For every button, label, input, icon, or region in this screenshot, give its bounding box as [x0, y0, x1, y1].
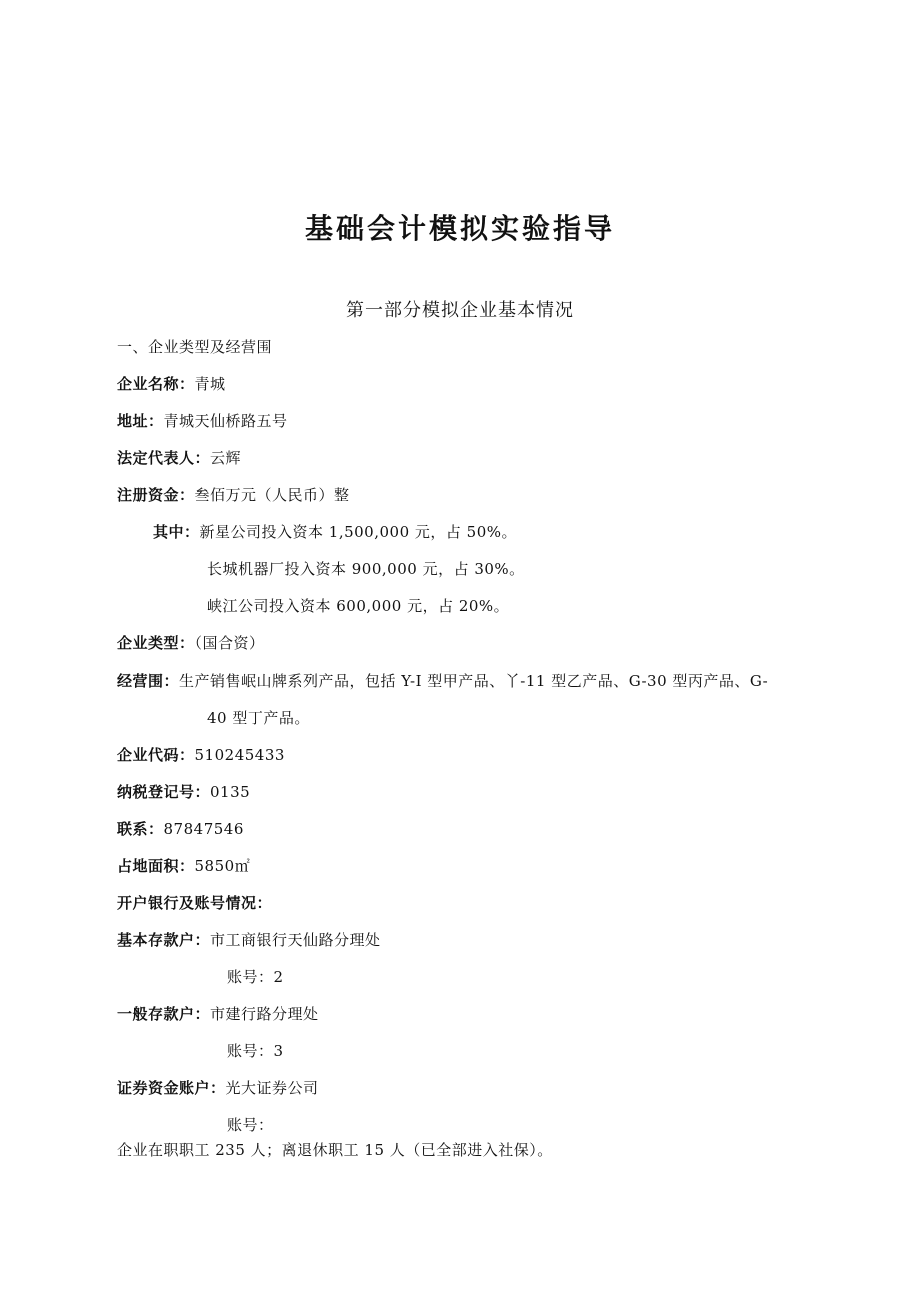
legal-rep-label: 法定代表人：: [117, 449, 211, 467]
code-label: 企业代码：: [117, 746, 195, 764]
contact-value: 87847546: [163, 820, 244, 838]
type-row: [117, 632, 265, 653]
document-title: 基础会计模拟实验指导: [304, 212, 615, 245]
tax-value: 0135: [210, 783, 251, 801]
general-account-number: 账号：3: [227, 1042, 284, 1060]
address-value: 青城天仙桥路五号: [163, 412, 288, 430]
tax-label: 纳税登记号：: [117, 783, 211, 801]
company-name-row: [117, 373, 226, 394]
legal-rep-value: 云辉: [210, 449, 242, 467]
investment-value-3: 峡江公司投入资本 600,000 元，占 20%。: [207, 597, 510, 615]
section-heading: 一、企业类型及经营围: [117, 338, 273, 356]
investment-row-1: [153, 521, 517, 542]
securities-account-number: 账号：: [227, 1116, 274, 1134]
general-account-bank: 市建行路分理处: [210, 1005, 319, 1023]
basic-account-row: [117, 929, 381, 950]
basic-account-bank: 市工商银行天仙路分理处: [210, 931, 381, 949]
company-name-label: 企业名称：: [117, 375, 195, 393]
scope-value-1: 生产销售岷山牌系列产品，包括 Y-I 型甲产品、丫-11 型乙产品、G-30 型丙产品、G-: [179, 672, 769, 690]
bank-heading: 开户银行及账号情况：: [117, 894, 273, 912]
capital-label: 注册资金：: [117, 486, 195, 504]
legal-rep-row: [117, 447, 241, 468]
capital-value: 叁佰万元（人民币）整: [194, 486, 350, 504]
address-row: [117, 410, 288, 431]
securities-account-label: 证券资金账户：: [117, 1079, 226, 1097]
code-value: 510245433: [194, 746, 285, 764]
staff-info: 企业在职职工 235 人；离退休职工 15 人（已全部进入社保）。: [117, 1141, 553, 1159]
basic-account-label: 基本存款户：: [117, 931, 211, 949]
type-value: （国合资）: [194, 634, 265, 652]
type-label: 企业类型：: [117, 634, 195, 652]
securities-account-row: [117, 1077, 319, 1098]
scope-row: [117, 670, 768, 691]
area-label: 占地面积：: [117, 857, 195, 875]
tax-row: [117, 781, 250, 802]
company-name-value: 青城: [194, 375, 226, 393]
investment-value-2: 长城机器厂投入资本 900,000 元，占 30%。: [207, 560, 525, 578]
part-heading: 第一部分模拟企业基本情况: [346, 300, 574, 321]
code-row: [117, 744, 285, 765]
general-account-row: [117, 1003, 319, 1024]
investment-label: 其中：: [153, 523, 200, 541]
securities-account-company: 光大证券公司: [225, 1079, 319, 1097]
scope-label: 经营围：: [117, 672, 180, 690]
capital-row: [117, 484, 350, 505]
area-value: 5850㎡: [194, 857, 251, 875]
address-label: 地址：: [117, 412, 164, 430]
general-account-label: 一般存款户：: [117, 1005, 211, 1023]
contact-row: [117, 818, 244, 839]
contact-label: 联系：: [117, 820, 164, 838]
basic-account-number: 账号：2: [227, 968, 284, 986]
area-row: [117, 855, 250, 876]
scope-value-2: 40 型丁产品。: [207, 709, 310, 727]
investment-value-1: 新星公司投入资本 1,500,000 元，占 50%。: [199, 523, 518, 541]
